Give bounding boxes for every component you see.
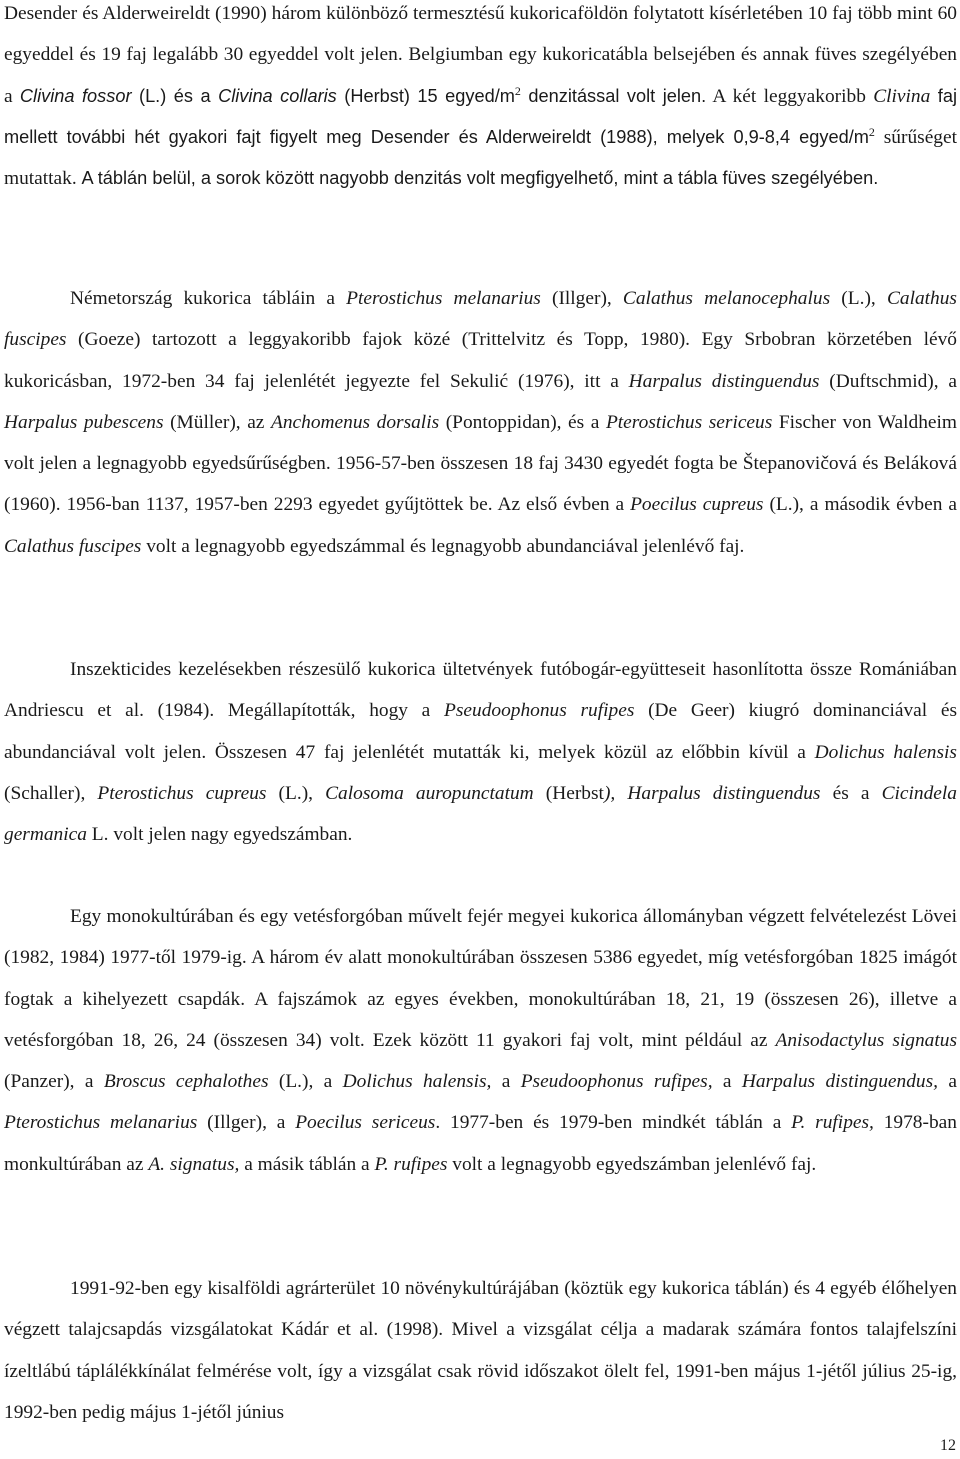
species-name: Poecilus cupreus — [630, 494, 764, 516]
species-name: Harpalus distinguendus, — [741, 1071, 939, 1093]
species-name: Anchomenus dorsalis — [270, 411, 440, 433]
text-run: sűrűséget mutattak. — [4, 126, 957, 190]
paragraph-4 — [4, 896, 957, 1185]
species-name: Clivina collaris — [218, 85, 337, 106]
text-run: (Panzer), a — [4, 1071, 104, 1093]
text-run: (Duftschmid), a — [819, 370, 957, 392]
text-run: Desender és Alderweireldt (1990) három különböző termesztésű kukoricaföldön folytatott kísérletében 10 faj több mint 60 egyeddel és 19 faj legalább 30 egyeddel volt jelen. Belgiumban egy kukoricatábla belsejében és annak füves szegélyében a — [4, 3, 957, 107]
text-run: (Schaller), — [4, 782, 98, 804]
species-name: Pseudoophonus rufipes, — [520, 1071, 713, 1093]
species-name: Calosoma auropunctatum — [325, 782, 534, 804]
paragraph-2 — [4, 278, 957, 567]
text-run: denzitással volt jelen. — [520, 85, 707, 106]
species-name: Harpalus distinguendus — [628, 370, 820, 392]
paragraph-5 — [4, 1268, 957, 1433]
species-name: Dolichus halensis, — [342, 1071, 492, 1093]
text-run: volt a legnagyobb egyedszámmal és legnagyobb abundanciával jelenlévő faj. — [141, 535, 745, 557]
page-number: 12 — [940, 1437, 956, 1454]
text-run: faj mellett további hét gyakori fajt figyelt meg Desender és Alderweireldt (1988), melyek 0,9-8,4 egyed/m — [4, 85, 957, 147]
text-run: (Illger), a — [197, 1112, 296, 1134]
superscript: 2 — [868, 124, 875, 139]
superscript: 2 — [514, 83, 521, 98]
text-run: (L.), a második évben a — [763, 494, 957, 516]
text-run: (Pontoppidan), és a — [439, 411, 606, 433]
text-run: a másik táblán a — [239, 1153, 375, 1175]
species-name: Clivina — [873, 85, 931, 107]
species-name: Dolichus halensis — [814, 741, 957, 763]
text-run: Fischer von Waldheim volt jelen a legnagyobb egyedsűrűségben. 1956-57-ben összesen 18 faj 3430 egyedét fogta be Štepanovičová és Beláková (1960). 1956-ban 1137, 1957-ben 2293 egyedet gyűjtöttek be. Az első évben a — [4, 411, 957, 516]
species-name: P. rufipes, — [791, 1112, 874, 1134]
text-run: Egy monokultúrában és egy vetésforgóban művelt fejér megyei kukorica állományban végzett felvételezést Lövei (1982, 1984) 1977-től 1979-ig. A három év alatt monokultúrában összesen 5386 egyedet, míg vetésforgóban 1825 imágót fogtak a kihelyezett csapdák. A fajszámok az egyes években, monokultúrában 18, 21, 19 (összesen 26), illetve a vetésforgóban 18, 26, 24 (összesen 34) volt. Ezek között 11 gyakori faj volt, mint például az — [4, 906, 957, 1051]
text-run: (Goeze) tartozott a leggyakoribb fajok közé (Trittelvitz és Topp, 1980). Egy Srbobran körzetében lévő kukoricásban, 1972-ben 34 faj jelenlétét jegyezte fel Sekulić (1976), itt a — [4, 329, 957, 392]
text-run: Németország kukorica tábláin a — [70, 288, 347, 309]
text-run: a — [712, 1071, 742, 1093]
text-run: és a — [820, 782, 882, 804]
species-name: Pterostichus melanarius — [346, 288, 541, 309]
species-name: Clivina fossor — [19, 85, 132, 106]
species-name: Harpalus pubescens — [4, 411, 164, 433]
species-name: Calathus fuscipes — [4, 535, 142, 557]
species-name: ), Harpalus distinguendus — [603, 782, 821, 804]
species-name: Pterostichus sericeus — [605, 411, 773, 433]
species-name: Pseudoophonus rufipes — [444, 700, 635, 722]
text-run: a — [938, 1071, 957, 1093]
paragraph-3 — [4, 649, 957, 855]
species-name: Broscus cephalothes — [103, 1071, 269, 1093]
species-name: Poecilus sericeus — [295, 1112, 436, 1134]
text-run: (Illger), — [540, 288, 623, 309]
text-run: Inszekticides kezelésekben részesülő kukorica ültetvények futóbogár-együtteseit hasonlította össze Romániában Andriescu et al. (1984). Megállapították, hogy a — [4, 659, 957, 722]
text-run: (L.) és a — [131, 85, 219, 106]
text-run: (L.), — [830, 288, 887, 309]
text-run: 1991-92-ben egy kisalföldi agrárterület 10 növénykultúrájában (köztük egy kukorica táblán) és 4 egyéb élőhelyen végzett talajcsapdás vizsgálatokat Kádár et al. (1998). Mivel a vizsgálat célja a madarak számára fontos talajfelszíni ízeltlábú táplálékkínálat felmérése volt, így a vizsgálat csak rövid időszakot ölelt fel, 1991-ben május 1-jétől július 25-ig, 1992-ben pedig május 1-jétől június — [4, 1278, 957, 1423]
text-run: (L.), a — [268, 1071, 343, 1093]
paragraph-1 — [4, 0, 957, 199]
text-run: (Müller), az — [163, 411, 271, 433]
species-name: Pterostichus melanarius — [4, 1112, 198, 1134]
species-name: A. signatus, — [148, 1153, 240, 1175]
species-name: Pterostichus cupreus — [97, 782, 267, 804]
text-run: . 1977-ben és 1979-ben mindkét táblán a — [435, 1112, 792, 1134]
text-run: (L.), — [266, 782, 326, 804]
text-run: A táblán belül, a sorok között nagyobb denzitás volt megfigyelhető, mint a tábla füves szegélyében. — [81, 168, 879, 189]
species-name: Anisodactylus signatus — [775, 1029, 957, 1051]
text-run: L. volt jelen nagy egyedszámban. — [86, 824, 353, 846]
text-run: 1978-ban monkultúrában az — [4, 1112, 957, 1175]
text-run: (De Geer) kiugró dominanciával és abundanciával volt jelen. Összesen 47 faj jelenlétét mutatták ki, melyek közül az előbbin kívül a — [4, 700, 958, 763]
text-run: A két leggyakoribb — [706, 85, 874, 107]
text-run: volt a legnagyobb egyedszámban jelenlévő faj. — [447, 1153, 817, 1175]
species-name: Calathus melanocephalus — [622, 288, 831, 309]
species-name: Cicindela germanica — [4, 782, 957, 846]
species-name: P. rufipes — [374, 1153, 448, 1175]
text-run: (Herbst) 15 egyed/m — [336, 85, 515, 106]
species-name: Calathus fuscipes — [4, 288, 957, 351]
text-run: a — [491, 1071, 521, 1093]
text-run: (Herbst — [533, 782, 604, 804]
